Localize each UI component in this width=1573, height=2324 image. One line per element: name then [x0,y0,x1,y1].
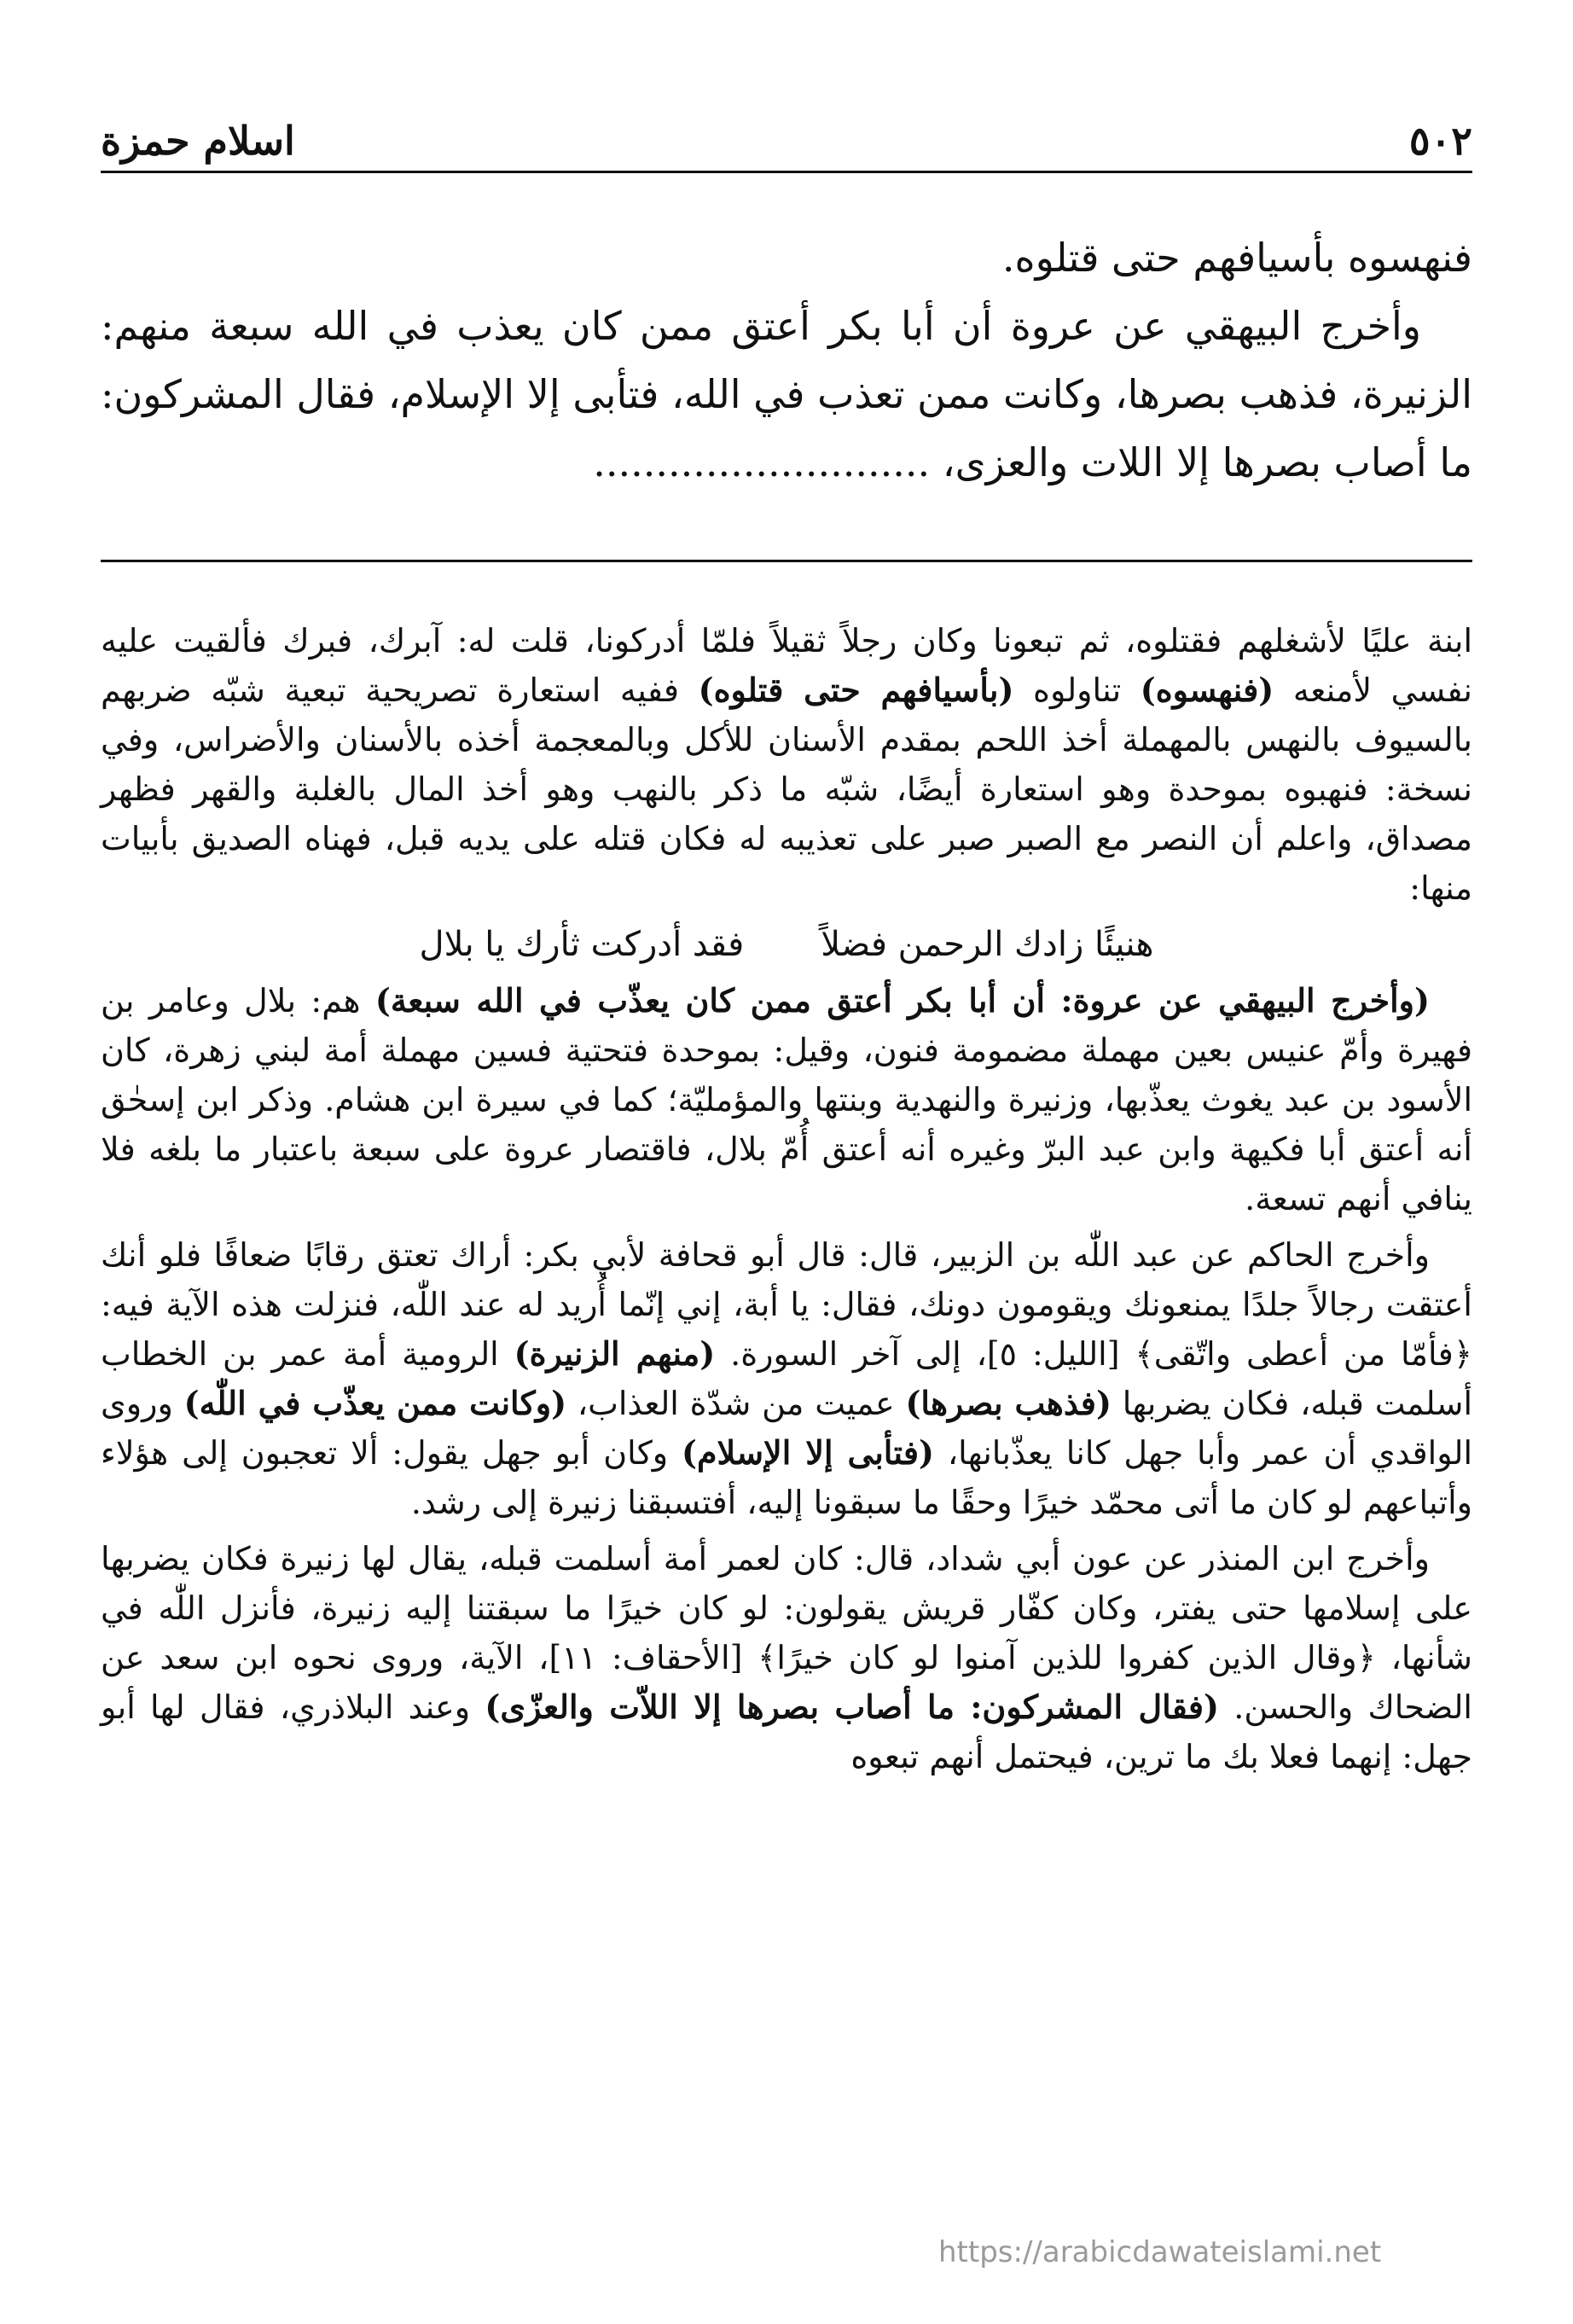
poem-first-hemistich: هنيئًا زادك الرحمن فضلاً [821,925,1154,964]
page-number: ٥٠٢ [1408,118,1472,164]
commentary-text: تناولوه [1013,671,1141,709]
commentary-text: وأخرج ابن المنذر عن عون أبي شداد، قال: كان لعمر أمة أسلمت قبله، يقال لها زنيرة فكان يضربها على إسلامها حتى يفتر، وكان كفّار قريش يقولون: لو كان خيرًا ما سبقتنا إليه زنيرة، فأنزل اللّٰه في شأنها، ﴿وقال الذين كفروا للذين آمنوا لو كان خيرًا﴾ [الأحقاف: ١١]، الآية، وروى نحوه ابن سعد عن الضحاك والحسن. [101,1540,1472,1726]
section-divider [101,560,1472,562]
commentary-text: وكان أبو جهل يقول: ألا تعجبون إلى هؤلاء وأتباعهم لو كان ما أتى محمّد خيرًا وحقًا ما سبقونا إليه، أفتسبقنا زنيرة إلى رشد. [101,1434,1472,1521]
commentary-text: هم: بلال وعامر بن فهيرة وأمّ عنيس بعين مهملة مضمومة فنون، وقيل: بموحدة فتحتية فسين مهملة أمة لبني زهرة، كان الأسود بن عبد يغوث يعذّبها، وزنيرة والنهدية وبنتها والمؤمليّة؛ كما في سيرة ابن هشام. وذكر ابن إسحٰق أنه أعتق أبا فكيهة وابن عبد البرّ وغيره أنه أعتق أُمّ بلال، فاقتصار عروة على سبعة باعتبار ما بلغه فلا ينافي أنهم تسعة. [101,982,1472,1217]
commentary-text: ابنة عليًا لأشغلهم فقتلوه، ثم تبعونا وكان رجلاً ثقيلاً فلمّا أدركونا، قلت له: آبرك، فبرك فألقيت عليه نفسي لأمنعه [101,622,1473,709]
main-text-line: فنهسوه بأسيافهم حتى قتلوه. [1001,235,1472,281]
commentary-text: عميت من شدّة العذاب، [566,1385,906,1422]
quoted-phrase: (فتأبى إلا الإسلام) [682,1433,934,1472]
commentary-text: وعند البلاذري، فقال لها أبو جهل: إنهما فعلا بك ما ترين، فيحتمل أنهم تبعوه [101,1688,1472,1775]
chapter-title: اسلام حمزة [101,118,295,164]
commentary-text: وأخرج الحاكم عن عبد اللّٰه بن الزبير، قال: قال أبو قحافة لأبي بكر: أراك تعتق رقابًا ضعافًا فلو أنك أعتقت رجالاً جلدًا يمنعونك ويقومون دونك، فقال: يا أبة، إني إنّما أُريد له عند اللّٰه، فنزلت هذه الآية فيه: ﴿فأمّا من أعطى واتّقى﴾ [الليل: ٥]، إلى آخر السورة. [101,1236,1472,1373]
commentary [101,616,1472,1788]
quoted-phrase: (فذهب بصرها) [905,1384,1112,1422]
main-text-body: وأخرج البيهقي عن عروة أن أبا بكر أعتق ممن كان يعذب في الله سبعة منهم: الزنيرة، فذهب بصرها، وكانت ممن تعذب في الله، فتأبى إلا الإسلام، فقال المشركون: ما أصاب بصرها إلا اللات والعزى، [101,303,1472,485]
quoted-phrase: (فقال المشركون: ما أصاب بصرها إلا اللاّت والعزّى) [485,1688,1220,1726]
watermark-url: https://arabicdawateislami.net [938,2235,1382,2269]
quoted-phrase: (فنهسوه) [1140,671,1274,709]
quoted-phrase: (بأسيافهم حتى قتلوه) [698,671,1014,709]
commentary-text: الرومية أمة عمر بن الخطاب أسلمت قبله، فكان يضربها [101,1335,1473,1422]
commentary-paragraph [101,616,1472,913]
commentary-paragraph [101,976,1472,1223]
quoted-phrase: (منهم الزنيرة) [514,1334,716,1373]
commentary-paragraph [101,1534,1472,1781]
poem-verse [101,920,1472,969]
commentary-text: ففيه استعارة تصريحية تبعية شبّه ضربهم بالسيوف بالنهس بالمهملة أخذ اللحم بمقدم الأسنان للأكل وبالمعجمة أخذه بالأسنان والأضراس، وفي نسخة: فنهبوه بموحدة وهو استعارة أيضًا، شبّه ما ذكر بالنهب وهو أخذ المال بالغلبة والقهر فظهر مصداق، واعلم أن النصر مع الصبر صبر على تعذيبه له فكان قتله على يديه قبل، فهناه الصديق بأبيات منها: [101,671,1472,907]
commentary-text: وروى الواقدي أن عمر وأبا جهل كانا يعذّبانها، [101,1385,1472,1472]
quoted-phrase: (وكانت ممن يعذّب في اللّٰه) [183,1384,567,1422]
quoted-phrase: (وأخرج البيهقي عن عروة: أن أبا بكر أعتق ممن كان يعذّب في الله سبعة) [374,981,1431,1020]
main-text [101,224,1472,497]
page-header [101,96,1472,173]
poem-second-hemistich: فقد أدركت ثأرك يا بلال [419,925,745,964]
main-text-paragraph [101,292,1472,497]
ellipsis-dots: ........................... [593,439,931,485]
commentary-paragraph [101,1230,1472,1527]
